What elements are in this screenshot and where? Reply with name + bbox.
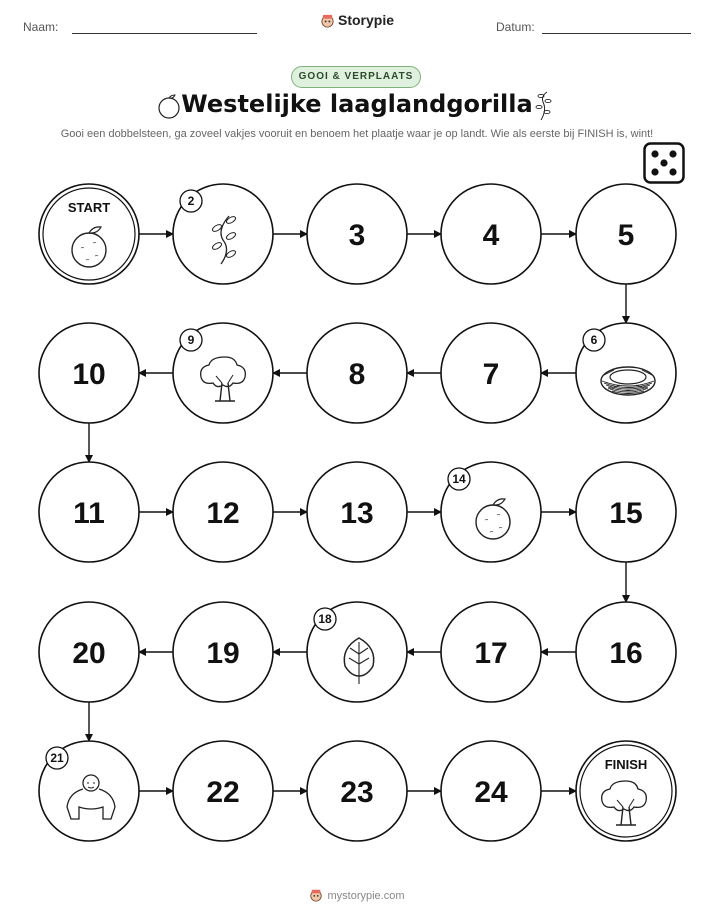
space-number: 2 (187, 194, 195, 208)
board-space (173, 741, 273, 841)
space-circle (39, 184, 139, 284)
board-space (39, 462, 139, 562)
board-space (576, 323, 676, 423)
storypie-logo-icon (309, 888, 323, 902)
board-space (307, 323, 407, 423)
board-space (441, 462, 541, 562)
date-label: Datum: (496, 20, 535, 34)
board-space (441, 184, 541, 284)
board-space (576, 602, 676, 702)
space-number: 13 (340, 497, 374, 530)
space-number: 23 (340, 776, 374, 809)
space-number: 20 (72, 637, 106, 670)
instructions: Gooi een dobbelsteen, ga zoveel vakjes vooruit en benoem het plaatje waar je op landt. Wie als eerste bij FINISH is, wint! (60, 128, 654, 140)
name-label: Naam: (23, 20, 59, 34)
board-space (307, 602, 407, 702)
space-number-badge (314, 608, 336, 630)
space-number: 22 (206, 776, 240, 809)
brand-name: Storypie (337, 12, 394, 28)
start-space (39, 184, 139, 284)
board-space (173, 602, 273, 702)
space-number: 4 (482, 219, 500, 252)
space-number: 15 (609, 497, 643, 530)
board-space (39, 323, 139, 423)
board-space (441, 323, 541, 423)
board-space (173, 462, 273, 562)
board-space (441, 602, 541, 702)
space-number: 6 (590, 333, 598, 347)
space-number-badge (180, 329, 202, 351)
space-number: 5 (617, 219, 635, 252)
space-number: 21 (50, 751, 64, 765)
board-space (39, 741, 139, 841)
space-number: 16 (609, 637, 643, 670)
board-space (576, 184, 676, 284)
space-number: 18 (318, 612, 332, 626)
board-space (441, 741, 541, 841)
space-number: 9 (187, 333, 195, 347)
footer-url: mystorypie.com (327, 890, 405, 902)
activity-badge: GOOI & VERPLAATS (291, 66, 421, 88)
footer (0, 888, 714, 902)
board-space (307, 462, 407, 562)
space-number: 7 (482, 358, 500, 391)
start-label: START (67, 200, 111, 215)
space-number: 3 (348, 219, 366, 252)
space-number-badge (180, 190, 202, 212)
board-space (576, 462, 676, 562)
page-title: Westelijke laaglandgorilla (181, 90, 533, 118)
space-number-badge (583, 329, 605, 351)
board-space (307, 184, 407, 284)
board-space (173, 323, 273, 423)
space-number: 14 (452, 472, 466, 486)
space-circle (576, 741, 676, 841)
space-number: 12 (206, 497, 240, 530)
space-number: 19 (206, 637, 240, 670)
space-number: 8 (348, 358, 366, 391)
board-space (307, 741, 407, 841)
space-number-badge (448, 468, 470, 490)
board-space (39, 602, 139, 702)
finish-space (576, 741, 676, 841)
board-space (173, 184, 273, 284)
space-number: 17 (474, 637, 508, 670)
finish-label: FINISH (604, 757, 648, 772)
space-number: 24 (474, 776, 508, 809)
space-number-badge (46, 747, 68, 769)
space-number: 11 (73, 497, 105, 530)
space-number: 10 (72, 358, 106, 391)
